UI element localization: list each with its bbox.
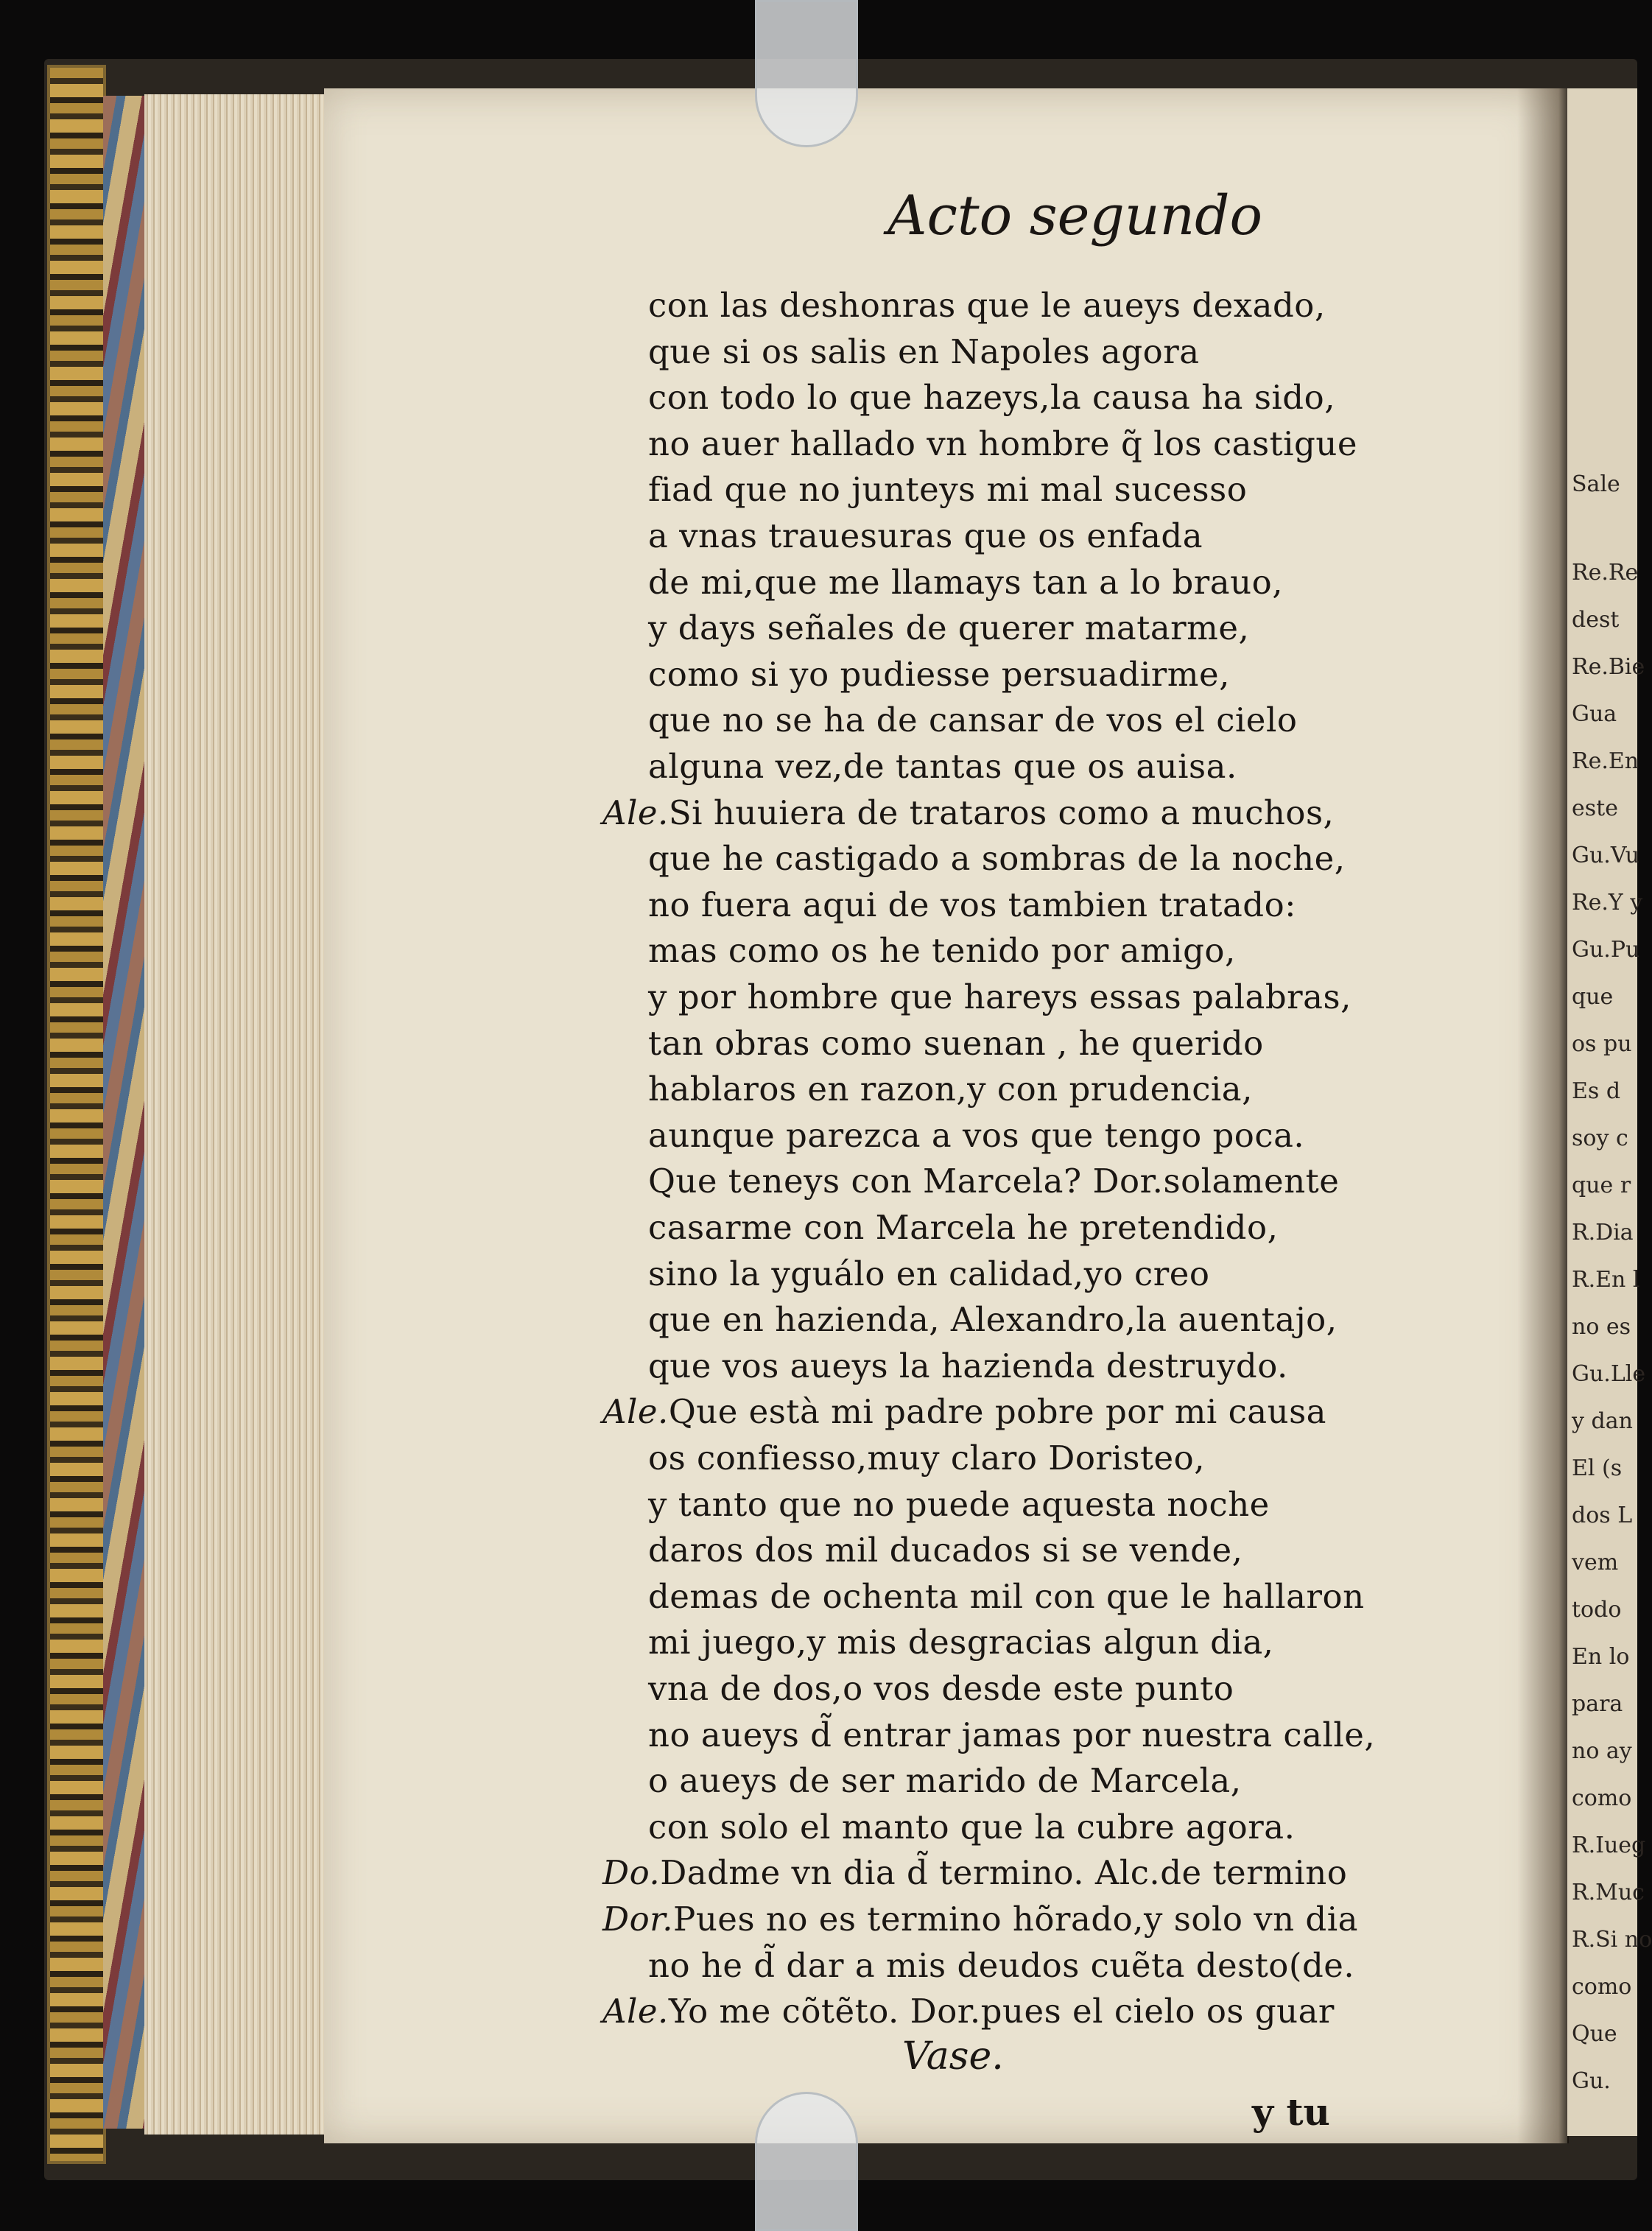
facing-page-fragment: R.Si no xyxy=(1572,1927,1652,1953)
facing-page-fragment: como xyxy=(1572,1785,1632,1811)
verse-text: os confiesso,muy claro Doristeo, xyxy=(648,1438,1206,1478)
verse-text: que he castigado a sombras de la noche, xyxy=(648,839,1346,878)
facing-page-fragment: no es xyxy=(1572,1314,1631,1340)
verse-line xyxy=(648,1438,1206,1478)
verse-line xyxy=(648,1946,1355,1985)
facing-page-fragment: Gu.Vu xyxy=(1572,843,1639,868)
facing-page-fragment: que xyxy=(1572,984,1614,1010)
verse-text: vna de dos,o vos desde este punto xyxy=(648,1669,1234,1708)
facing-page-fragment: R.Dia xyxy=(1572,1220,1634,1246)
verse-text: que vos aueys la hazienda destruydo. xyxy=(648,1346,1288,1385)
verse-text: y days señales de querer matarme, xyxy=(648,608,1250,647)
verse-line xyxy=(648,1024,1264,1063)
verse-text: mi juego,y mis desgracias algun dia, xyxy=(648,1623,1274,1662)
verse-text: alguna vez,de tantas que os auisa. xyxy=(648,747,1237,786)
verse-line xyxy=(602,1392,1326,1431)
verse-line xyxy=(602,1853,1348,1892)
verse-line xyxy=(602,1900,1358,1939)
verse-line xyxy=(648,1208,1279,1247)
verse-line xyxy=(648,1485,1270,1524)
page-clip-top xyxy=(755,0,858,147)
facing-page-fragment: como xyxy=(1572,1974,1632,2000)
verse-text: Si huuiera de trataros como a muchos, xyxy=(668,793,1335,832)
speaker-label: Ale. xyxy=(602,793,669,832)
facing-page-fragment: no ay xyxy=(1572,1738,1632,1764)
facing-page-fragment: dos L xyxy=(1572,1503,1633,1528)
verse-line xyxy=(648,1116,1305,1155)
verse-text: que en hazienda, Alexandro,la auentajo, xyxy=(648,1300,1338,1339)
verse-text: casarme con Marcela he pretendido, xyxy=(648,1208,1279,1247)
verse-text: mas como os he tenido por amigo, xyxy=(648,931,1236,970)
facing-page-fragment: Re.Y y xyxy=(1572,890,1643,916)
running-head: Acto segundo xyxy=(887,184,1263,247)
facing-page-fragment: Gu. xyxy=(1572,2068,1611,2094)
verse-line xyxy=(648,655,1230,694)
verse-line xyxy=(648,1807,1296,1847)
facing-page-fragment: Gua xyxy=(1572,701,1617,727)
speaker-label: Dor. xyxy=(602,1900,674,1939)
verse-text: con todo lo que hazeys,la causa ha sido, xyxy=(648,378,1336,417)
verse-line xyxy=(648,931,1236,970)
verse-line xyxy=(648,563,1284,602)
verse-text: como si yo pudiesse persuadirme, xyxy=(648,655,1230,694)
verse-line xyxy=(648,700,1298,739)
verse-line xyxy=(648,1254,1210,1293)
verse-text: no he d̃ dar a mis deudos cuẽta desto(de. xyxy=(648,1946,1355,1985)
facing-page-fragment: En lo xyxy=(1572,1644,1630,1670)
verse-line xyxy=(648,516,1203,555)
exit-direction: Vase. xyxy=(902,2034,1004,2079)
verse-line xyxy=(648,1531,1243,1570)
verse-line xyxy=(648,747,1237,786)
verse-text: no auer hallado vn hombre q̃ los castigue xyxy=(648,424,1357,463)
verse-text: que no se ha de cansar de vos el cielo xyxy=(648,700,1298,739)
verse-text: tan obras como suenan , he querido xyxy=(648,1024,1264,1063)
verse-line xyxy=(648,1346,1288,1385)
verse-text: no fuera aqui de vos tambien tratado: xyxy=(648,885,1296,924)
verse-text: a vnas trauesuras que os enfada xyxy=(648,516,1203,555)
facing-page-fragment: vem xyxy=(1572,1550,1619,1575)
speaker-label: Ale. xyxy=(602,1392,669,1431)
verse-line xyxy=(648,286,1326,325)
verse-line xyxy=(648,1577,1365,1616)
verse-text: daros dos mil ducados si se vende, xyxy=(648,1531,1243,1570)
verse-line xyxy=(648,885,1296,924)
verse-line xyxy=(648,977,1352,1016)
verse-line xyxy=(648,608,1250,647)
verse-text: o aueys de ser marido de Marcela, xyxy=(648,1761,1242,1800)
verse-text: Pues no es termino hõrado,y solo vn dia xyxy=(673,1900,1358,1939)
verse-text: sino la yguálo en calidad,yo creo xyxy=(648,1254,1210,1293)
catchword: y tu xyxy=(1252,2090,1330,2134)
verse-line xyxy=(648,378,1336,417)
page-fore-edge xyxy=(144,94,328,2135)
facing-page-fragment: todo xyxy=(1572,1597,1622,1623)
verse-line xyxy=(648,332,1200,371)
page-gutter-shadow xyxy=(1517,88,1569,2143)
facing-page-fragment: dest xyxy=(1572,607,1620,633)
facing-page xyxy=(1567,88,1652,2136)
verse-line xyxy=(648,1623,1274,1662)
facing-page-fragment: Que xyxy=(1572,2021,1617,2047)
verse-line xyxy=(602,1992,1335,2031)
facing-page-fragment: R.En l xyxy=(1572,1267,1640,1293)
verse-text: aunque parezca a vos que tengo poca. xyxy=(648,1116,1305,1155)
verse-line xyxy=(648,424,1357,463)
verse-text: demas de ochenta mil con que le hallaron xyxy=(648,1577,1365,1616)
verse-text: no aueys d̃ entrar jamas por nuestra calle, xyxy=(648,1715,1376,1754)
verse-text: hablaros en razon,y con prudencia, xyxy=(648,1069,1253,1109)
facing-page-fragment: este xyxy=(1572,795,1618,821)
verse-line xyxy=(602,793,1335,832)
verse-line xyxy=(648,1669,1234,1708)
page-clip-bottom xyxy=(755,2092,858,2231)
facing-page-fragment: Re.En xyxy=(1572,748,1639,774)
facing-page-fragment: R.Iueg xyxy=(1572,1833,1646,1858)
facing-page-fragment: Re.Re xyxy=(1572,560,1639,586)
facing-page-fragment: Es d xyxy=(1572,1078,1621,1104)
verse-text: Que teneys con Marcela? Dor.solamente xyxy=(648,1162,1340,1201)
facing-page-fragment: Sale xyxy=(1572,471,1620,497)
verse-text: fiad que no junteys mi mal sucesso xyxy=(648,470,1248,509)
facing-page-fragment: que r xyxy=(1572,1173,1631,1198)
verse-line xyxy=(648,1761,1242,1800)
verse-text: y por hombre que hareys essas palabras, xyxy=(648,977,1352,1016)
speaker-label: Ale. xyxy=(602,1992,669,2031)
facing-page-fragment: Gu.Lle xyxy=(1572,1361,1646,1387)
verse-text: Dadme vn dia d̃ termino. Alc.de termino xyxy=(660,1853,1348,1892)
facing-page-fragment: soy c xyxy=(1572,1125,1628,1151)
facing-page-fragment: Gu.Pu xyxy=(1572,937,1640,963)
verse-text: de mi,que me llamays tan a lo brauo, xyxy=(648,563,1284,602)
marbled-endpaper xyxy=(103,96,147,2129)
verse-line xyxy=(648,839,1346,878)
verse-line xyxy=(648,1069,1253,1109)
facing-page-fragment: El (s xyxy=(1572,1455,1623,1481)
verse-text: que si os salis en Napoles agora xyxy=(648,332,1200,371)
verse-text: Que està mi padre pobre por mi causa xyxy=(668,1392,1326,1431)
verse-text: con solo el manto que la cubre agora. xyxy=(648,1807,1296,1847)
verse-text: y tanto que no puede aquesta noche xyxy=(648,1485,1270,1524)
verse-line xyxy=(648,1300,1338,1339)
facing-page-fragment: y dan xyxy=(1572,1408,1633,1434)
gilt-cover-border xyxy=(47,65,106,2164)
facing-page-fragment: para xyxy=(1572,1691,1623,1717)
verse-text: con las deshonras que le aueys dexado, xyxy=(648,286,1326,325)
facing-page-fragment: os pu xyxy=(1572,1031,1632,1057)
verse-line xyxy=(648,470,1248,509)
verse-line xyxy=(648,1162,1340,1201)
facing-page-fragment: R.Muc xyxy=(1572,1880,1645,1905)
speaker-label: Do. xyxy=(602,1853,661,1892)
verse-line xyxy=(648,1715,1376,1754)
facing-page-fragment: Re.Bie xyxy=(1572,654,1645,680)
verse-text: Yo me cõtẽto. Dor.pues el cielo os guar xyxy=(668,1992,1335,2031)
